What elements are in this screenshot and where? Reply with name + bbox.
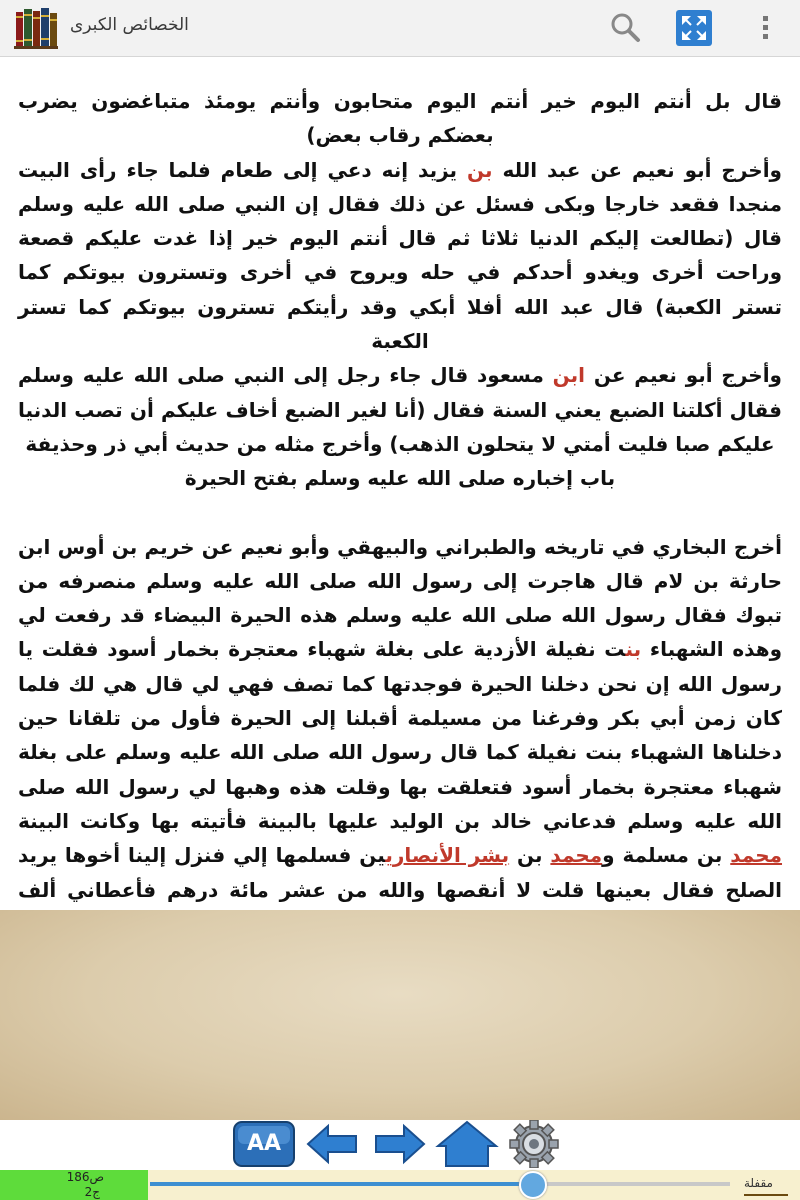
fullscreen-icon[interactable] — [674, 8, 714, 48]
paragraph — [18, 358, 782, 461]
books-icon[interactable] — [12, 6, 60, 50]
gear-icon — [500, 1120, 568, 1168]
arrow-left-icon — [304, 1120, 360, 1168]
text-run: بن مسلمة و — [602, 843, 731, 868]
text-run: ين فسلمها إلي فنزل إلينا أخوها يريد الصلح فقال بعينها قلت لا أنقصها والله من عشر مائة درهم فأعطاني ألف — [18, 843, 782, 902]
spacer — [18, 496, 782, 530]
text-run: مسعود قال جاء رجل إلى النبي صلى الله عليه وسلم فقال أكلتنا الضبع يعني السنة فقال (أنا لغير الضبع أخاف عليكم أن تصب الدنيا عليكم صبا فليت أمتي لا يتحلون الذهب) وأخرج مثله من حديث أبي ذر وحذيفة — [18, 363, 782, 456]
previous-page-button[interactable] — [304, 1120, 360, 1168]
highlighted-term: محمد — [550, 843, 603, 868]
page-indicator[interactable] — [0, 1170, 148, 1200]
paragraph — [18, 530, 782, 942]
page-slider-fill — [150, 1182, 533, 1186]
page-slider-handle[interactable] — [519, 1171, 547, 1199]
text-run: وأخرج أبو نعيم عن عبد الله — [492, 157, 782, 182]
text-run: أخرج البخاري في تاريخه والطبراني والبيهقي وأبو نعيم عن خريم بن أوس ابن حارثة بن لام قال هاجرت إلى رسول الله صلى الله عليه وسلم منصرفه من تبوك فقال رسول الله صلى الله عليه وسلم هذه الحيرة البيضاء قد رفعت لي وهذه الشهباء — [18, 534, 782, 662]
text-run: ت نفيلة الأزدية على بغلة شهباء معتجرة بخمار أسود فقلت يا رسول الله إن نحن دخلنا الحيرة فوجدتها كما تصف فهي لي قال هي لك فلما كان زمن أبي بكر وفرغنا من مسيلمة أقبلنا إلى الحيرة فأول من تلقانا حين دخلناها الشهباء بنت نفيلة كما قال رسول الله صلى الله عليه وسلم على بغلة شهباء معتجرة بخمار أسود فتعلقت بها وقلت هذه وهبها لي رسول الله صلى الله عليه وسلم فدعاني خالد بن الوليد عليها بالبينة فأتيته بها وكانت البينة — [18, 637, 782, 833]
highlighted-term: بن — [466, 157, 493, 182]
lock-underline — [744, 1194, 788, 1196]
book-text — [0, 60, 800, 941]
font-size-button[interactable] — [232, 1120, 296, 1168]
volume-number: ج2 — [84, 1185, 100, 1199]
highlighted-term: بن — [625, 637, 642, 662]
search-icon[interactable] — [608, 10, 644, 46]
text-run: وأخرج أبو نعيم عن — [585, 363, 782, 388]
app-title: الخصائص الكبرى — [70, 15, 189, 35]
highlighted-term: ابن — [552, 363, 586, 388]
page-number: ص186 — [66, 1170, 104, 1184]
lock-label[interactable]: مقفلة — [744, 1176, 773, 1190]
home-icon — [434, 1120, 500, 1168]
paragraph — [18, 153, 782, 359]
home-button[interactable] — [434, 1120, 500, 1168]
chapter-heading — [18, 461, 782, 495]
settings-button[interactable] — [500, 1120, 568, 1168]
page-bar — [0, 1170, 800, 1200]
parchment-background — [0, 910, 800, 1120]
text-run: باب إخباره صلى الله عليه وسلم بفتح الحيرة — [184, 466, 616, 491]
text-run: يزيد إنه دعي إلى طعام فلما جاء رأى البيت منجدا فقعد خارجا وبكى فسئل عن ذلك فقال إن النبي صلى الله عليه وسلم قال (تطالعت إليكم الدنيا ثلاثا ثم قال أنتم اليوم خير إذا غدت عليكم قصعة وراحت أخرى ويغدو أحدكم في حله ويروح في أخرى وتسترون بيوتكم كما تستر الكعبة) قال عبد الله أفلا أبكي وقد رأيتكم تسترون بيوتكم كما تستر الكعبة — [18, 157, 782, 354]
overflow-menu-icon[interactable] — [758, 14, 774, 42]
action-bar — [0, 0, 800, 57]
text-run: بن — [509, 843, 551, 868]
navigation-toolbar — [0, 1120, 800, 1170]
arrow-right-icon — [372, 1120, 428, 1168]
highlighted-term: بشر الأنصاري — [385, 843, 510, 868]
highlighted-term: محمد — [730, 843, 783, 868]
font-size-label: AA — [246, 1131, 282, 1156]
paragraph — [18, 84, 782, 153]
text-run: قال بل أنتم اليوم خير أنتم اليوم متحابون وأنتم يومئذ متباغضون يضرب بعضكم رقاب بعض) — [18, 89, 782, 148]
next-page-button[interactable] — [372, 1120, 428, 1168]
book-page[interactable] — [0, 60, 800, 910]
